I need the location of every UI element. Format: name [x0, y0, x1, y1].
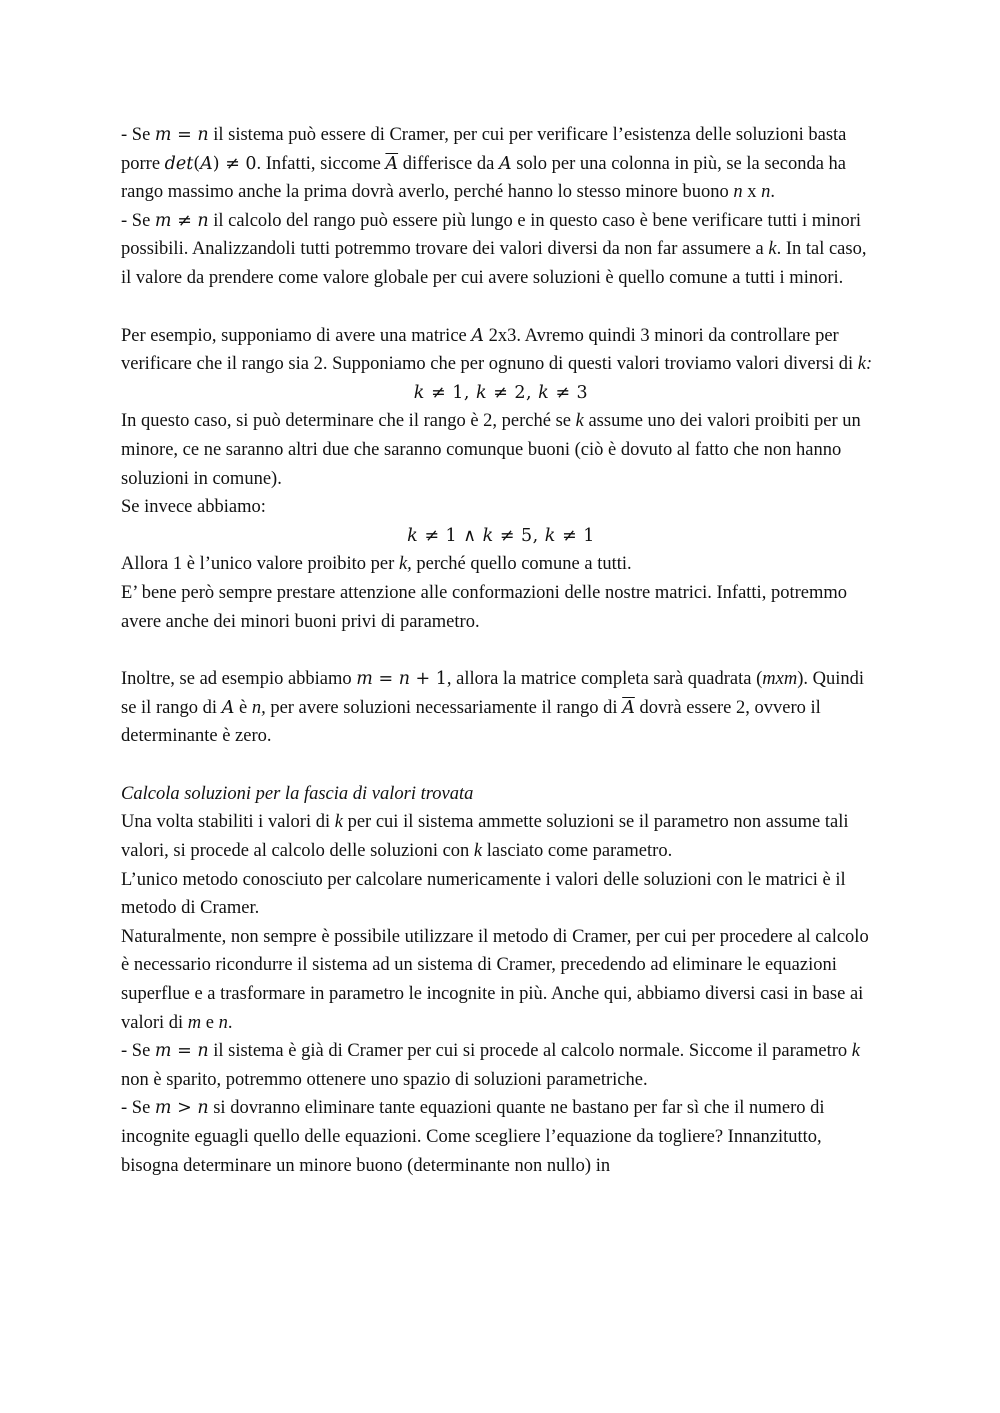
italic-text: k:: [857, 354, 873, 375]
text-run: L’unico metodo conosciuto per calcolare numericamente i valori delle soluzioni con le matrici è il metodo di Cramer.: [121, 869, 846, 919]
text-run: per cui il sistema ammette soluzioni se il parametro non assume tali valori, si procede al calcolo delle soluzioni con: [121, 812, 849, 862]
paragraph: [121, 322, 881, 379]
text-run: - Se: [121, 125, 155, 145]
text-run: E’ bene però sempre prestare attenzione alle conformazioni delle nostre matrici. Infatti, potremmo avere anche dei minori buoni privi di parametro.: [121, 582, 847, 632]
text-run: Calcola soluzioni per la fascia di valori trovata: [121, 783, 474, 804]
math-symbol: m: [154, 1041, 172, 1062]
text-run: il sistema può essere di Cramer, per cui per verificare l’esistenza delle soluzioni basta porre: [121, 125, 847, 174]
italic-text: n: [733, 182, 743, 203]
text-run: . In tal caso, il valore da prendere come valore globale per cui avere soluzioni è quello comune a tutti i minori.: [121, 239, 867, 288]
math-symbol: n: [197, 1098, 209, 1119]
paragraph: [121, 1037, 881, 1094]
italic-text: k: [334, 812, 343, 833]
math-operator: + 1: [409, 669, 447, 690]
math-symbol-overline: $\overline{A}$: [622, 697, 635, 718]
italic-text: n: [218, 1012, 228, 1033]
math-symbol: k: [413, 382, 425, 403]
text-run: si dovranno eliminare tante equazioni quante ne bastano per far sì che il numero di incognite eguagli quello delle equazioni. Come scegliere l’equazione da togliere? Innanzitutto, bisogna determinare un minore buono (determinante non nullo) in: [121, 1098, 825, 1176]
text-run: perché quello comune a tutti.: [411, 554, 632, 575]
paragraph-gap: [121, 293, 881, 322]
text-run: Se invece abbiamo:: [121, 497, 266, 518]
text-run: - Se: [121, 210, 155, 231]
math-symbol: n: [197, 1041, 209, 1062]
text-run: , allora la matrice completa sarà quadrata (: [446, 669, 763, 690]
text-run: differisce da: [398, 153, 499, 174]
math-operator: >: [171, 1098, 198, 1119]
math-operator: =: [372, 669, 399, 690]
paragraph: [121, 923, 881, 1037]
math-operator: ≠ 5,: [493, 525, 545, 546]
paragraph: [121, 808, 881, 865]
text-run: Allora 1 è l’unico valore proibito per: [121, 554, 399, 575]
math-symbol: k: [482, 525, 494, 546]
italic-text: k: [473, 841, 483, 862]
italic-text: k: [575, 411, 584, 432]
math-operator: ≠ 1,: [424, 382, 476, 403]
text-run: non è sparito, potremmo ottenere uno spazio di soluzioni parametriche.: [121, 1069, 648, 1090]
text-run: Inoltre, se ad esempio abbiamo: [121, 669, 357, 690]
math-symbol: k: [475, 382, 488, 403]
math-operator: ≠ 1 ∧: [418, 525, 483, 546]
math-operator: =: [171, 1041, 198, 1062]
italic-text: n: [761, 182, 771, 203]
paragraph: [121, 665, 881, 751]
document-body: [121, 121, 881, 1180]
text-run: ). Quindi se il rango di: [121, 669, 865, 718]
text-run: Naturalmente, non sempre è possibile utilizzare il metodo di Cramer, per cui per procedere al calcolo è necessario ricondurre il sistema ad un sistema di Cramer, precedendo ad eliminare le equazioni superflue e a trasformare in parametro le incognite in più. Anche qui, abbiamo diversi casi in base ai valori di: [121, 926, 869, 1033]
math-symbol: A: [221, 697, 235, 718]
paragraph-gap: [121, 636, 881, 665]
text-run: - Se: [121, 1041, 155, 1062]
math-symbol: k: [407, 525, 419, 546]
paragraph: [121, 493, 881, 522]
italic-text: k: [851, 1041, 860, 1062]
text-run: Una volta stabiliti i valori di: [121, 812, 335, 833]
text-run: In questo caso, si può determinare che il rango è 2, perché se: [121, 411, 576, 432]
paragraph: [121, 866, 881, 923]
math-operator: ≠ 1: [555, 525, 595, 546]
paragraph-gap: [121, 751, 881, 780]
text-run: è: [234, 697, 252, 718]
italic-text: k,: [398, 554, 412, 575]
text-run: x: [742, 182, 762, 203]
math-operator: ≠ 3: [549, 382, 589, 403]
math-symbol: n: [197, 210, 209, 231]
text-run: lasciato come parametro.: [482, 841, 673, 862]
text-run: il sistema è già di Cramer per cui si procede al calcolo normale. Siccome il parametro: [208, 1041, 852, 1062]
text-run: assume uno dei valori proibiti per un minore, ce ne saranno altri due che saranno comunque buoni (ciò è dovuto al fatto che non hanno soluzioni in comune).: [121, 411, 861, 489]
math-symbol: k: [544, 525, 556, 546]
text-run: .: [227, 1012, 233, 1033]
text-run: 2x3. Avremo quindi 3 minori da controllare per verificare che il rango sia 2. Supponiamo che per ognuno di questi valori troviamo valori diversi di: [121, 325, 858, 375]
text-run: . Infatti, siccome: [256, 153, 386, 174]
math-symbol-overline: $\overline{A}$: [385, 153, 399, 174]
math-operator: ≠ 2,: [487, 382, 539, 403]
math-equation: [121, 522, 881, 551]
italic-text: m: [187, 1012, 202, 1033]
text-run: - Se: [121, 1098, 155, 1119]
paragraph: [121, 579, 881, 636]
paragraph: [121, 1094, 881, 1180]
math-symbol: k: [538, 382, 550, 403]
text-run: per avere soluzioni necessariamente il rango di: [265, 697, 623, 718]
paragraph: [121, 121, 881, 207]
math-symbol: m: [154, 210, 172, 231]
math-symbol: A: [200, 153, 213, 174]
text-run: .: [770, 182, 776, 203]
section-heading: [121, 780, 881, 809]
math-symbol: n: [197, 125, 209, 145]
paragraph: [121, 407, 881, 493]
paragraph: [121, 207, 881, 293]
italic-text: k: [768, 239, 777, 260]
italic-text: n,: [251, 697, 266, 718]
math-symbol: m: [154, 125, 172, 145]
text-run: il calcolo del rango può essere più lungo e in questo caso è bene verificare tutti i minori possibili. Analizzandoli tutti potremmo trovare dei valori diversi da non far assumere a: [121, 210, 862, 260]
math-symbol: A: [471, 325, 485, 346]
math-symbol: A: [498, 153, 512, 174]
text-run: Per esempio, supponiamo di avere una matrice: [121, 325, 472, 346]
math-symbol: n: [398, 669, 410, 690]
math-equation: [121, 379, 881, 408]
math-symbol: m: [356, 669, 373, 690]
math-symbol: det: [164, 153, 194, 174]
math-operator: =: [171, 125, 198, 145]
paragraph: [121, 550, 881, 579]
italic-text: mxm: [762, 669, 798, 690]
text-run: e: [201, 1012, 219, 1033]
text-run: dovrà essere 2, ovvero il determinante è zero.: [121, 697, 821, 747]
text-run: solo per una colonna in più, se la seconda ha rango massimo anche la prima dovrà averlo, perché hanno lo stesso minore buono: [121, 153, 847, 203]
math-operator: ≠: [171, 210, 198, 231]
math-operator: (: [193, 153, 201, 174]
math-operator: ) ≠ 0: [212, 153, 257, 174]
math-symbol: m: [154, 1098, 172, 1119]
